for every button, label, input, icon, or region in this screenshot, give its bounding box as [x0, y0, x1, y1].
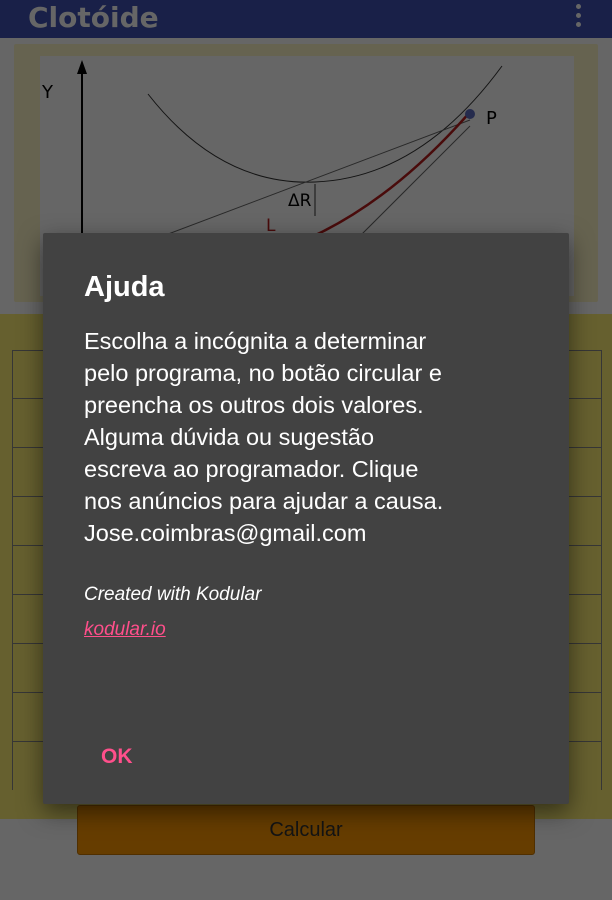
kodular-link[interactable]: kodular.io — [84, 619, 166, 640]
dialog-message: Escolha a incógnita a determinar pelo programa, no botão circular e preencha os outros dois valores. Alguma dúvida ou sugestão escreva ao programador. Clique nos anúncios para ajudar a causa. Jose.coimbras@gmail.com — [84, 328, 444, 546]
ok-button[interactable]: OK — [101, 745, 133, 768]
dialog-title: Ajuda — [84, 271, 165, 303]
dialog-credit: Created with Kodular — [84, 584, 262, 605]
help-dialog — [43, 233, 569, 804]
